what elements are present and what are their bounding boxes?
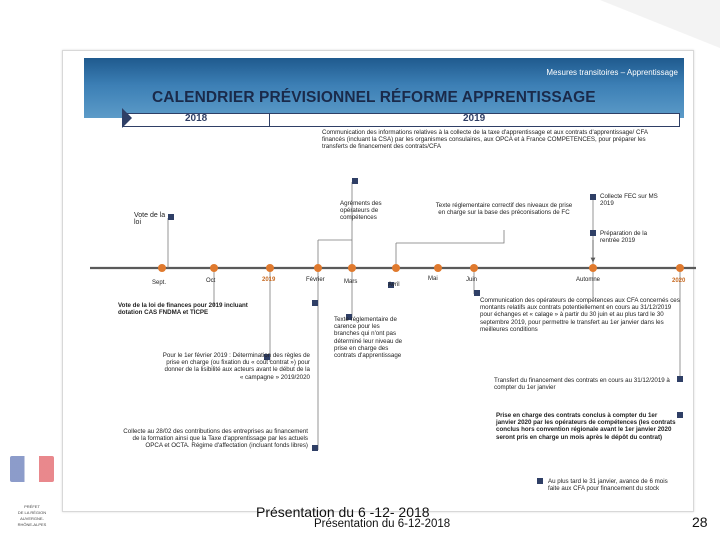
- milestone-2019: [266, 264, 274, 272]
- milestone-sept: [158, 264, 166, 272]
- timeline-label-sept: Sept.: [152, 280, 167, 286]
- note-texte-reglementaire: Texte réglementaire correctif des niveaux de prise en charge sur la base des préconisations de FC: [435, 202, 573, 217]
- marker-agrements: [352, 178, 358, 184]
- milestone-avril: [392, 264, 400, 272]
- timeline-label-oct: Oct: [206, 278, 216, 284]
- timeline-label-2020: 2020: [672, 278, 686, 284]
- note-premier-fevrier: Pour le 1er février 2019 : Détermination des règles de prise en charge (ou fixation du « coût contrat ») pour donner de la lisibilité aux acteurs avant le début de la « campagne » 2019/2020: [162, 352, 310, 381]
- logo-line-1: PRÉFET: [24, 504, 40, 509]
- milestone-automne: [589, 264, 597, 272]
- header-subtitle: Mesures transitoires – Apprentissage: [546, 68, 678, 77]
- note-preparation-rentree: Préparation de la rentrée 2019: [600, 230, 648, 245]
- page-title: CALENDRIER PRÉVISIONNEL RÉFORME APPRENTISSAGE: [152, 89, 596, 106]
- timeline-label-mars: Mars: [344, 279, 358, 285]
- year-2018: 2018: [185, 113, 208, 124]
- marker-transfert: [677, 376, 683, 382]
- marker-plus-tard: [537, 478, 543, 484]
- marker-vote-loi: [168, 214, 174, 220]
- timeline-label-mai: Mai: [428, 276, 438, 282]
- timeline-label-juin: Juin: [466, 277, 478, 283]
- logo-line-3: AUVERGNE-: [20, 516, 44, 521]
- year-2019: 2019: [463, 113, 486, 124]
- marker-fec: [590, 194, 596, 200]
- note-vote-loi-finances: Vote de la loi de finances pour 2019 incluant dotation CAS FNDMA et TICPE: [118, 302, 248, 317]
- note-au-plus-tard: Au plus tard le 31 janvier, avance de 6 mois faite aux CFA pour financement du stock: [548, 478, 668, 493]
- prefecture-logo: [4, 452, 60, 536]
- milestone-fevrier: [314, 264, 322, 272]
- note-texte-carence: Texte réglementaire de carence pour les branches qui n'ont pas déterminé leur niveau de prise en charge des contrats d'apprentissage: [334, 316, 403, 360]
- logo-line-2: DE LA RÉGION: [17, 510, 47, 515]
- footer-presentation-shadow: Présentation du 6-12-2018: [314, 518, 451, 530]
- timeline-label-2019: 2019: [262, 277, 276, 283]
- note-communication-top: Communication des informations relatives à la collecte de la taxe d'apprentissage et aux contrats d'apprentissage/ CFA financés (incluant la CSA) par les organismes consulaires, aux OPCA et à France COMPETENCES, pour préparer les transferts de financement des contrats/CFA: [322, 129, 648, 151]
- marker-lf: [312, 300, 318, 306]
- marianne-flag-icon: [10, 456, 54, 482]
- note-communication-operateurs: Communication des opérateurs de compétences aux CFA concernés ces montants relatifs aux contrats potentiellement en cours au 31/12/2019 pour échanges et « calage » à partir du 30 juin et au plus tard le 30 septembre 2019, pour permettre le transfert au 1er janvier dans les meilleures conditions: [480, 297, 680, 333]
- note-collecte-2802: Collecte au 28/02 des contributions des entreprises au financement de la formation ainsi que la Taxe d'apprentissage par les actuels OPCA et OCTA. Régime d'affectation (incluant fonds libres): [123, 428, 308, 450]
- timeline-label-avril: Avril: [388, 282, 400, 288]
- marker-rentree: [590, 230, 596, 236]
- milestone-mai: [434, 264, 442, 272]
- marker-prise-en-charge: [677, 412, 683, 418]
- note-agrements: Agréments des opérateurs de compétences: [340, 200, 382, 222]
- connector-texte-reglementaire: [396, 230, 504, 243]
- marker-2802: [312, 445, 318, 451]
- note-vote-loi: Vote de la loi: [134, 212, 166, 227]
- note-collecte-fec: Collecte FEC sur MS 2019: [600, 193, 658, 208]
- footer-presentation: Présentation du 6 -12- 2018: [256, 504, 430, 520]
- note-transfert: Transfert du financement des contrats en cours au 31/12/2019 à compter du 1er janvier: [494, 377, 670, 392]
- milestone-oct: [210, 264, 218, 272]
- marker-juin: [474, 290, 480, 296]
- timeline-label-fevrier: Février: [306, 277, 325, 283]
- timeline-label-automne: Automne: [576, 277, 601, 283]
- page-number: 28: [692, 514, 708, 530]
- logo-line-4: RHÔNE-ALPES: [17, 522, 47, 527]
- note-prise-en-charge: Prise en charge des contrats conclus à compter du 1er janvier 2020 par les opérateurs de compétences (les contrats conclus hors convention régionale avant le 1er janvier 2020 seront pris en charge un mois après le dépôt du contrat): [496, 412, 676, 441]
- milestone-mars: [348, 264, 356, 272]
- milestone-2020: [676, 264, 684, 272]
- milestone-juin: [470, 264, 478, 272]
